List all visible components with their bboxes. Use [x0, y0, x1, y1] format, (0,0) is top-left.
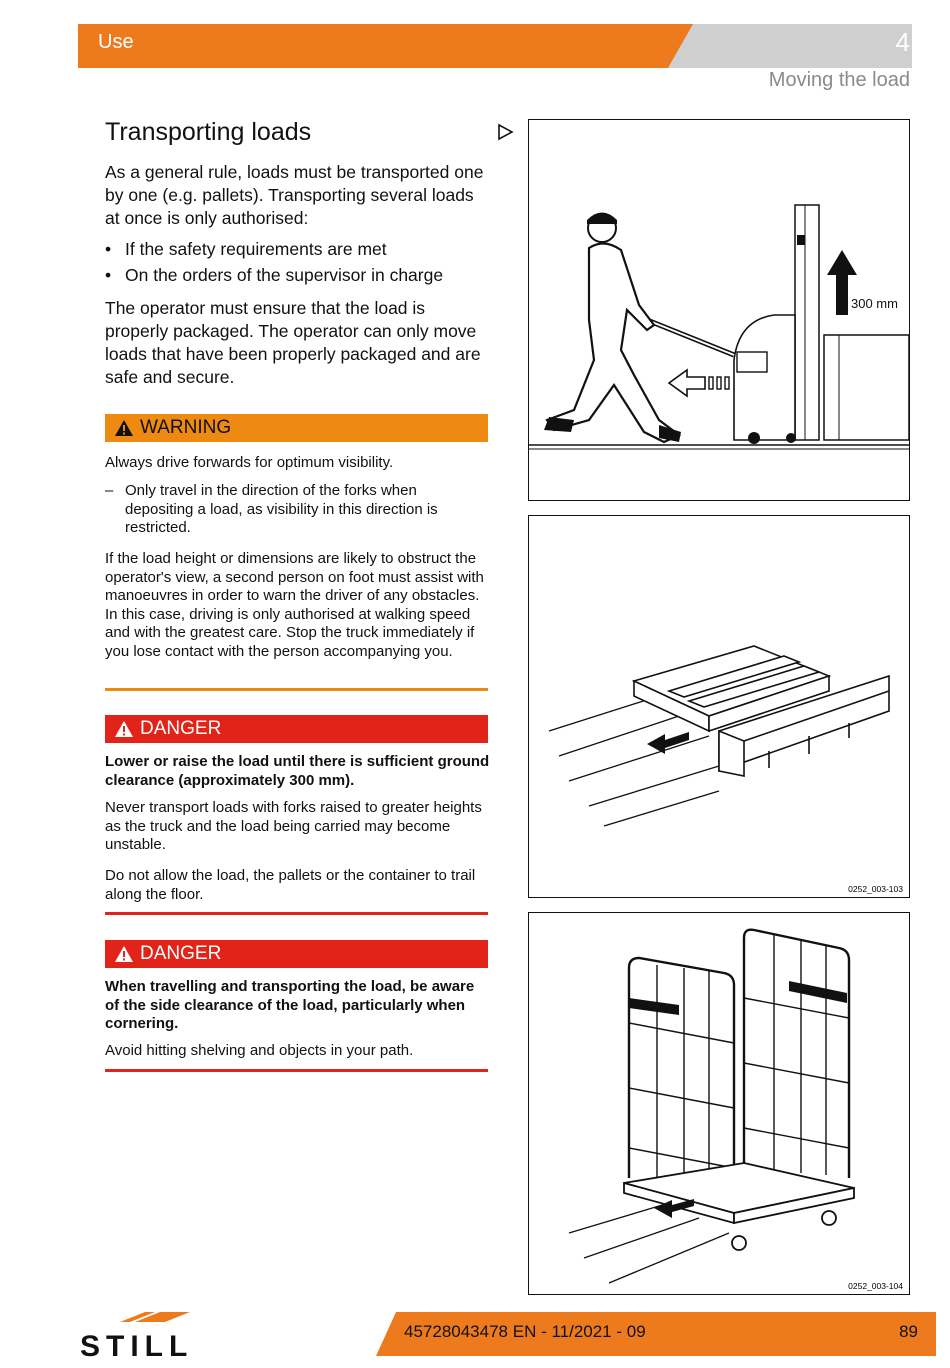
danger-label: DANGER [140, 718, 222, 739]
pallet-forks-illustration [529, 516, 909, 896]
danger-text: Never transport loads with forks raised to greater heights as the truck and the load being carried may become unstable. [105, 799, 482, 853]
warning-banner [105, 414, 488, 442]
list-item: • On the orders of the supervisor in charge [105, 262, 490, 288]
figure-id: 0252_003-103 [848, 884, 903, 894]
figure-roll-container [528, 912, 910, 1295]
danger-text: Avoid hitting shelving and objects in your path. [105, 1042, 414, 1059]
danger-banner [105, 940, 488, 968]
header-section-title: Use [98, 31, 134, 53]
figure-pallet-forks [528, 515, 910, 898]
figure-operator-truck [528, 119, 910, 501]
warning-label: WARNING [140, 417, 232, 438]
header-bar-grey [668, 24, 912, 68]
height-label: 300 mm [851, 296, 898, 311]
danger-bold-text: Lower or raise the load until there is sufficient ground clearance (approximately 300 mm). [105, 753, 490, 789]
header-subsection-title: Moving the load [768, 69, 910, 91]
condition-list [105, 236, 490, 288]
danger-rule [105, 912, 488, 915]
warning-dash-item: – Only travel in the direction of the forks when depositing a load, as visibility in this direction is restricted. [105, 482, 488, 538]
logo-text: STILL [80, 1330, 194, 1360]
header-bar [78, 24, 698, 68]
figure-id: 0252_003-104 [848, 1281, 903, 1291]
still-logo [80, 1312, 235, 1360]
packaging-paragraph: The operator must ensure that the load is properly packaged. The operator can only move loads that have been properly packaged and are safe and secure. [105, 298, 481, 387]
operator-truck-illustration [529, 120, 909, 500]
danger-bold-text: When travelling and transporting the load, be aware of the side clearance of the load, particularly when cornering. [105, 978, 475, 1032]
danger-text: Do not allow the load, the pallets or the container to trail along the floor. [105, 867, 476, 903]
roll-container-illustration [529, 913, 909, 1293]
footer-document-id: 45728043478 EN - 11/2021 - 09 [404, 1322, 646, 1341]
triangle-right-icon [497, 123, 515, 141]
warning-triangle-icon [114, 720, 134, 738]
warning-rule [105, 688, 488, 691]
warning-text: Always drive forwards for optimum visibility. [105, 454, 394, 471]
intro-paragraph: As a general rule, loads must be transported one by one (e.g. pallets). Transporting several loads at once is only authorised: [105, 162, 484, 228]
danger-banner [105, 715, 488, 743]
warning-triangle-icon [114, 945, 134, 963]
warning-text-detail: If the load height or dimensions are likely to obstruct the operator's view, a second person on foot must assist with manoeuvres in order to warn the driver of any obstacles. In this case, driving is only authorised at walking speed and with the greatest care. Stop the truck immediately if you lose contact with the person accompanying you. [105, 550, 484, 660]
footer-page-number: 89 [899, 1322, 918, 1341]
header-chapter-number: 4 [895, 27, 910, 57]
list-item: • If the safety requirements are met [105, 236, 490, 262]
page-title: Transporting loads [105, 118, 312, 146]
danger-label: DANGER [140, 943, 222, 964]
danger-rule [105, 1069, 488, 1072]
warning-triangle-icon [114, 419, 134, 437]
